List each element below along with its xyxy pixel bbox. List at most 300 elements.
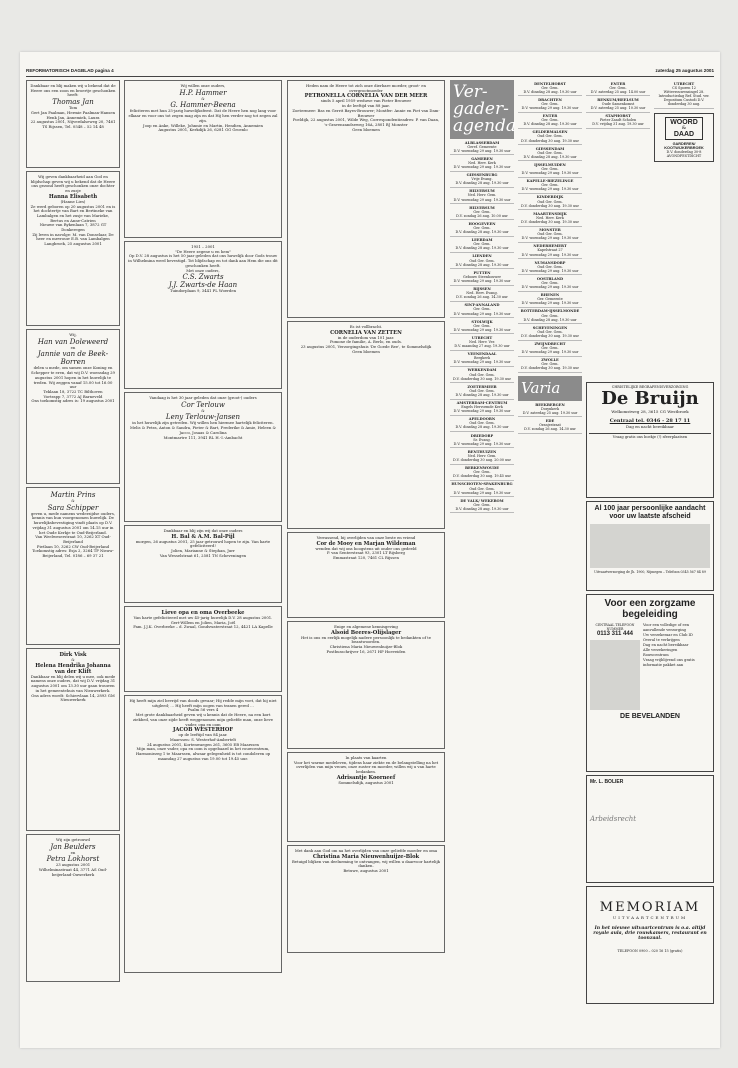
ad-name: Christina Maria Nieuwenhuijze-Blok [312,853,420,860]
ad-ref: Psalm 56 vers 4 [187,707,219,713]
column-4 [450,80,517,513]
agenda-item [450,286,514,302]
zorgzaam-phone: 0113 311 444 [596,631,634,637]
church-name: Ger. Gem. [541,101,559,106]
church-name: Oud Ger. Gem. [537,150,563,155]
agenda-item [450,367,514,383]
column-5 [518,80,582,434]
wedding-ad-beulders [26,834,120,982]
anniversary-ad-bal [124,525,282,603]
agenda-item [450,416,514,432]
agenda-item [450,481,514,497]
church-place: ROTTERDAM-IJSSELMONDE [520,309,580,314]
church-name: Oud Ger. Gem. [537,264,563,269]
agenda-item [518,129,582,145]
ad-text: Met dank aan God om na het overlijden van onze geliefde moeder en oma [294,848,438,853]
ad-name-2: J.J. Zwarts-de Haan [168,281,238,290]
church-place: KAPELLE-BIEZELINGE [526,179,574,184]
agenda-item [450,383,514,399]
hundred-years-ad [586,501,714,591]
church-detail: D.V. dinsdag 28 aug. 19.30 uur [523,89,577,94]
church-name: Ger. Gem. [541,346,559,351]
church-place: WERKENDAM [467,368,497,373]
ad-siblings: Henk Jan, Annemiek, Laura [46,114,100,120]
woord-daad-logo: WOORD & DAAD [665,117,703,140]
memoriam-tagline: In het nieuwe uitvaartcentrum is o.a. altijd royale aula, drie rouwkamers, restaurant en toonzaal. [593,926,707,941]
agenda-item [450,155,514,171]
agenda-item [518,292,582,308]
ad-body: Het is ons en eerlijk mogelijk nadere persoonlijk te bedankten of te beantwoorden. [301,634,431,645]
church-name: Vrije Evang. [471,177,493,182]
column-7 [654,80,714,165]
church-name: Oude Samenkomst [601,101,635,106]
agenda-item [518,113,582,129]
bruijn-body: Welkomstweg 28, 3615 CG Westbroek [611,409,689,414]
obituary-westerhof [124,695,282,973]
ad-children: Jolien, Marianne & Stephan, Jurr [171,548,235,554]
ad-sub: sinds 5 april 1959 weduwe van Pieter Brouwer [320,98,412,104]
ad-title: Lieve opa en oma Overbeeke [161,610,245,616]
ad-body-2: Met onze ouders, [186,267,220,273]
ad-address: Nieuwe van Rykenlaan 7, 3872 GT Donkeregen [39,222,107,233]
wedding-ad-doleweerd [26,329,120,484]
agenda-item [518,275,582,291]
bolier-ad [586,775,714,883]
agenda-item [450,204,514,220]
ad-note: Zij leven in navolge: M. van Donselaar, De heer en mevrouw E.B. van Lambalgen [32,231,114,242]
church-place: RHENEN [540,293,560,298]
church-place: PUTTEN [473,270,491,275]
church-detail: D.V. maandag 27 aug. 19.30 uur [454,344,510,349]
church-detail: D.V. dinsdag 28 aug. 19.30 uur [455,230,509,235]
church-name: Sr. Evang. [473,437,491,442]
memoriam-sub: UITVAARTCENTRUM [612,915,688,920]
bruijn-small: CHRISTELIJKE BEGRAFENISVERZORGING [611,385,689,389]
church-place: BERKENWOUDE [464,466,500,471]
ad-text: In plaats van kaarten [345,755,387,760]
ad-body: Van harte gefeliciteerd met uw 45-jarig huwelijk D.V. 28 augustus 2001. [133,615,273,620]
church-detail: D.V. woensdag 29 aug. 19.30 uur [521,171,579,176]
agenda-item [450,237,514,253]
ad-body-2: Mijn man, onze vader, opa en oom is opgebaard in het rouwcentrum, Harmoniezeg 1 te Maarssen, alwaar gelegenheid is tot condoleren op maandag 27 augustus van 19.00 tot 19.45 uur. [135,746,271,761]
ad-children: Melis & Petra, Anton & Sandra, Pieter & Bart, Frederike & Amie, Heleen & Jacco, Josaas & Carolina [130,425,276,435]
ad-address-1: Teklaan 18, 3722 TC Bilthoven [43,388,103,394]
ad-name-1: H.P. Hammer [179,88,227,97]
agenda-item [586,113,650,129]
ad-children: Gert-Willem en Jolien, Maria, Joël [170,619,236,625]
church-detail: D.V. woensdag 29 aug. 19.30 uur [521,350,579,355]
ad-name-2: Jannie van de Beek-Borren [37,350,109,367]
church-place: SCHEVENINGEN [532,325,568,330]
ad-body: Betuigd blijken van deelneming te ontvangen, wij willen u daarvoor hartelijk danken. [292,858,440,869]
church-name: Oud Ger. Gem. [469,421,495,426]
church-name: Oud Ger. Gem. [537,134,563,139]
church-detail: D.V. woensdag 29 aug. 19.30 uur [521,187,579,192]
agenda-item [450,253,514,269]
ad-date: Sommelsdijk, augustus 2001 [338,779,394,785]
ad-and: & [71,498,75,503]
notice-de-mooy [287,532,445,618]
church-name: Ger. Gem. [541,167,559,171]
church-name: Ger. Gem. [541,280,559,285]
church-place: IJSSELMUIDEN [534,162,566,167]
zorgzaam-bullet: Uw verzekeraar en Club ID [643,633,693,637]
agenda-item [518,194,582,210]
church-name: Ger. Gem. [609,85,627,90]
ad-body: Ze werd geboren op 20 augustus 2001 en is het dochtertje van Bart en Bertineke van Lambalgen en het zusje van Marieke, Bertus en Anne-Catrien [30,203,116,223]
ad-body: Pomone de familie, A. Berlo, en ouds. [329,339,403,345]
church-name: Gebouw Steenhouwer [463,274,501,279]
column-6 [586,80,650,129]
church-place: DRIEDORP [470,433,494,438]
bruijn-phone: Centraal tel. 0346 - 28 17 11 [609,418,691,424]
agenda-item [450,465,514,481]
church-place: GELDERMALSEN [532,130,568,135]
church-name: Ned. Herv. Ver. [468,339,496,344]
ad-address-1: P. van Senterstraat 93, 2301 LT Rijsberg [327,550,405,556]
ad-text: Dankbaar en blij zijn wij dat onze ouders [163,528,243,533]
church-detail: D.V. zaterdag 25 aug. 14.00 uur [590,89,646,94]
church-detail: D.V. donderdag 30 aug. 19.30 uur [520,366,579,371]
wedding-ad-visk [26,648,120,831]
bruijn-footer: Vraag gratis ons boekje (!) sfeerplaatsen [589,433,711,439]
ad-date: Postbusschrijver 16, 2671 HP Hoeveiden [326,648,406,654]
ad-address: Van Wesselstraat 61, 2581 TN Scheveningen [159,552,247,558]
church-detail: D.V. dinsdag 28 aug. 19.30 uur [455,506,509,511]
church-name: Kapelstraat 27 [537,248,563,253]
church-name: Ger. Gem. [541,183,559,188]
agenda-item [518,243,582,259]
agenda-item [518,259,582,275]
church-place: LEERDAM [471,238,493,243]
church-detail: D.V. woensdag 29 aug. 19.30 uur [453,278,511,283]
ad-name: JACOB WESTERHOF [172,727,234,734]
agenda-item [586,80,650,96]
column-1 [26,80,120,985]
church-name: Ger. Gem. [473,226,491,230]
church-name: Ned. Herv. Gem. [467,193,497,198]
zorgzaam-bullet: Alle verzekeringen [643,648,678,652]
ad-date: Augustus 2001, Kerkdijk 26, 6281 GG Groenlo [158,127,248,133]
header-right: zaterdag 25 augustus 2001 [655,68,714,73]
church-detail: D.V. zaterdag 25 aug. 10.30 uur [590,105,646,110]
ad-body: Voor het warme medeleven, tijdens haar ziekte en de belangstelling na het overlijden van mijn vrouw, onze zuster en moeder, willen wij u van harte bedanken. [293,759,439,775]
church-name: CS Sporen 12 [672,85,696,90]
ad-date: 23 augustus 2001 [55,862,91,868]
ad-name-1: Jan Beulders [50,842,96,851]
agenda-item [518,178,582,194]
church-place: APELDOORN [468,417,496,422]
church-detail: D.V. woensdag 29 aug. 19.30 uur [521,252,579,257]
church-name: Ger. Gem. [473,323,491,328]
ad-body: delen u mede, om samen onze Koning en Schepper te eren, dat wij D.V. woensdag 29 augustus 2001 hopen in het huwelijk te treden. Wij zeggen vanaf 15.00 tot 16.00 uur [31,365,115,390]
ad-name-1: Han van Doleweerd [37,337,109,346]
church-place: ALBLASSERDAM [464,140,500,145]
agenda-item [450,400,514,416]
ad-name-1: C.S. Zwarts [182,273,224,282]
church-detail: D.V. woensdag 29 aug. 19.30 uur [521,285,579,290]
ad-text: Vandaag is het 30 jaar geleden dat onze (groot-) ouders [149,395,257,400]
agenda-item [518,210,582,226]
hundred-photo [590,524,710,568]
church-detail: D.V. donderdag 30 aug. 19.30 uur [520,333,579,338]
anniversary-ad-overbeeke [124,606,282,692]
ad-years: 1951 – 2001 [191,244,215,249]
ad-body: morgen, 26 augustus 2001, 25 jaar getrouwd hopen te zijn. Van harte gefeliciteerd! [135,538,271,549]
church-detail: D.V. zaterdag 25 aug. 19.30 uur [522,410,578,415]
church-name: Ger. Gem. [473,470,491,475]
church-name: Oud Ger. Gem. [537,199,563,204]
ad-text: Heden nam de Heere tot zich onze dierbare moeder, groot- en overgrootmoeder [306,83,426,93]
thanks-nieuwenhuijze [287,845,445,953]
ad-age: in de leeftijd van 88 jaar. [342,103,390,109]
ad-date: Langbroek, 25 augustus 2001 [44,241,102,247]
ad-body: geven u, mede namens wederzijdse ouders, kennis van hun voorgenomen huwelijk. De huwelijksbevestiging vindt plaats op D.V. vrijdag 31 augustus 2001 om 14.15 uur in het Oude Kerkje te Oud-Beijerland. [30,510,116,535]
de-bruijn-ad [586,382,714,498]
ad-and: & [201,407,205,413]
church-place: DE VALK/ WEKEROM [460,498,504,503]
zorgzaam-title: Voor een zorgzame begeleiding [604,598,696,620]
church-name: Oranjestraat [539,422,561,427]
ad-name: Hanna Elisabeth [48,193,98,200]
church-place: ZOETERMEER [467,384,497,389]
ad-quote: Hij heeft mijn ziel bevrijd van doods gevaar; Hij redde mijn voet, dat hij niet uitgleed; ... Hij heeft mijn oogen van tranen gered ... [129,698,277,708]
church-name: Ger. Gem. [541,313,559,318]
church-place: NUMANSDORP [534,260,566,265]
agenda-list-2 [518,80,582,373]
ad-parents: Gert Jan Paalman, Hermie Paalman-Hansen [30,109,116,115]
ad-address: Tuindorplaan 9, 3441 PL Woerden [169,288,237,294]
church-detail: D.V. zondag 26 aug. 10.00 uur [456,213,508,218]
agenda-item [518,341,582,357]
church-place: DENTELHORST [534,81,566,86]
anniversary-ad-hammer [124,80,282,238]
church-place: ZWOLLE [541,358,559,363]
woord-daad-body: D.V. donderdag 30-8 AVONDFESTDICHT [666,150,702,159]
memoriam-phone: TELEFOON 0900 – 020 16 15 (gratis) [617,949,683,953]
church-name: Oud Ger. Gem. [469,258,495,263]
ad-name: Adrisantje Koorneef [336,774,396,781]
agenda-item [450,269,514,285]
ad-and: en [70,849,76,855]
agenda-item [450,351,514,367]
ad-text: Wij willen onze ouders, [180,83,226,88]
ad-address: Wilhelminastraat 44, 3771 AS Oud-beijerland-Ouwerkerk [38,867,108,877]
zorgzaam-bullets [643,623,710,710]
bruijn-name: De Bruijn [601,388,699,409]
church-place: EDE [545,418,555,423]
church-name: Bergkerk [473,356,491,361]
column-3 [287,80,445,956]
church-place: NEDERHEMERT [533,244,567,249]
obituary-van-der-meer [287,80,445,318]
agenda-utrecht [654,80,714,109]
church-place: ZWIJNDRECHT [534,342,566,346]
agenda-list-3 [586,80,650,129]
church-place: SINT-ANNALAND [464,303,500,308]
church-name: Oud Ger. Gem. [537,329,563,334]
ad-and: & [201,95,205,101]
agenda-item [450,497,514,513]
zorgzaam-bullet: Vraag vrijblijvend ons gratis informatie pakket aan [643,658,695,667]
church-place: BEEKBERGEN [535,402,565,407]
agenda-item [518,417,582,433]
church-detail: D.V. donderdag 30 aug. 19.30 uur [520,219,579,224]
zorgzaam-photo [590,640,640,710]
zorgzaam-left [590,623,640,710]
church-name: Oud Ger. Gem. [469,372,495,377]
church-place: AMSTERDAM-CENTRUM [456,401,508,405]
church-name: Ned. Herv. Gem. [467,453,497,458]
ad-future: Toekomstig adres: Esja 2, 3264 TP Nieuw-Beijerland, Tel. 0186 – 69 37 21 [32,548,114,559]
church-name: Pieter Zandt Scholen [599,118,637,123]
church-detail: D.V. donderdag 30 aug. 19.45 uur [452,474,511,479]
church-name: Oud Ger. Gem. [469,388,495,393]
church-place: HOOGEVEEN [468,221,496,226]
church-detail: D.V. woensdag 29 aug. 19.30 uur [453,164,511,169]
ad-body: feliciteren met hun 25-jarig huwelijksfeest. Dat de Heere hen nog lang voor elkaar en voor ons tot zegen mag zijn en dat Hij hen verder nog tot zegen zal zijn. [128,108,278,123]
church-name: Ned. Herv. Kerk [536,215,564,220]
church-place: UTRECHT [673,81,695,86]
church-place: GAMEREN [471,156,493,161]
birth-ad-hanna [26,171,120,326]
ad-body: Met grote dankbaarheid geven wij u kennis dat de Heere, na een kort ziekbed, van onze zijde heeft weggenomen mijn geliefde man, onze lieve vader, opa en oom [133,712,273,727]
memoriam-ad [586,886,714,1004]
birth-ad-thomas [26,80,120,168]
ad-text: Verrassend, bij overlijden van onze beste en vriend [316,535,416,540]
ad-sub: (Hanne Lies) [60,198,86,204]
ad-body: Op D.V. 28 augustus is het 50 jaar geleden dat ons huwelijk door Gods trouw in Wilhelmina werd bevestigd. Tot blijdschap en tot dank aan Hem die ons dit geschonken heeft. [128,253,278,268]
ad-quote: Es ist vollbracht. [349,324,383,329]
church-name: Ger. Gem. [473,242,491,247]
ad-date: 22 augustus 2001, Nijverdalseweg 20, 7461 TS Rijssen, Tel. 0548 – 52 14 48 [30,119,116,129]
agenda-item [450,139,514,155]
church-name: Ger. Gem. [541,118,559,123]
ad-body: Dankbaar en blij delen wij u mee, ook mede namens onze ouders, dat wij D.V. vrijdag 31 augustus 2001 om 13.30 uur gaan trouwen in het gemeentehuis van Nieuwerkerk. [30,673,116,693]
church-detail: D.V. dinsdag 28 aug. 19.30 uur [523,317,577,322]
ad-name-1: Dirk Visk [59,652,87,658]
church-place: OOSTBLAND [536,276,564,281]
ad-children: Christiena Maria Nieuwenhuijze-Blok [329,644,403,650]
ad-date: 24 augustus 2001, Kortenwaegen 261, 3605 EB Maarssen [146,741,260,747]
church-place: KINDERDIJK [536,195,564,200]
ad-name: Cor de Mooy en Marjan Wildeman [316,540,416,547]
church-detail: D.V. dinsdag 28 aug. 19.30 uur [455,262,509,267]
ad-quote: "De Heere zegene u en hem" [175,248,231,254]
ad-children: Joop en Anke, Willeke, Johnnie en Martin, Hendien, Annemien [143,122,263,128]
church-detail: D.V. dinsdag 28 aug. 19.30 uur [455,246,509,251]
agenda-item [450,220,514,236]
church-place: VEENENDAAL [467,352,497,357]
agenda-item [450,188,514,204]
ad-name-1: Cor Terlouw [181,400,225,409]
church-name: Ned. Herv. Kerk [468,160,496,165]
church-detail: D.V. donderdag 30 aug. 19.30 uur [452,376,511,381]
church-detail: D.V. vrijdag 31 aug. 19.30 uur [592,122,644,127]
church-detail: D.V. donderdag 30 aug. 19.30 uur [520,203,579,208]
church-name: Ger. Gem. [473,502,491,507]
ad-sub: op de leeftijd van 84 jaar. [178,732,228,738]
agenda-item [518,308,582,324]
ad-name-2: Sara Schipper [47,503,99,512]
church-detail: D.V. zondag 26 aug. 14.30 uur [524,427,576,432]
church-name: Oud Ger. Gem. [469,486,495,491]
church-name: Ger. Gem. [473,307,491,312]
newspaper-page [20,52,720,1048]
ad-children: Zoetermeer: Bas en Gerrit Bayes-Brouwer; Montfer: Annie en Piet van Dam-Brouwer [292,107,440,118]
church-place: STAPHORST [605,114,631,119]
church-place: MAARTENSDIJK [533,211,567,216]
church-place: BENTHUIZEN [467,449,497,454]
church-detail: D.V. zondag 26 aug. 14.30 uur [456,295,508,300]
church-place: MONSTER [539,228,561,233]
ad-text: Dankbaar en blij maken wij u bekend dat de Heere ons een zoon en broertje geschonken heeft: [30,83,116,98]
hundred-foot: Uitvaartverzorging de Jh. 1900, Nijmegen – Telefoon 0345 567 84 89 [594,570,706,574]
church-place: HILVERSUM [469,205,495,210]
ad-name: Thomas Jan [52,98,94,107]
church-detail: D.V. dinsdag 28 aug. 19.30 uur [523,122,577,127]
church-place: GIESSENDAM [535,146,565,151]
church-name: Engels Hervormde Kerk [461,405,503,410]
church-detail: D.V. donderdag 30 aug. 20.00 uur [452,458,511,463]
agenda-item [586,96,650,112]
church-detail: D.V. woensdag 29 aug. 19.30 uur [453,441,511,446]
church-detail: D.V. woensdag 29 aug. 19.30 uur [453,197,511,202]
church-place: RIJSSEN [473,287,491,292]
church-detail: D.V. woensdag 29 aug. 19.30 uur [521,268,579,273]
ad-date: 23 augustus 2001, Verzorgingshuis 'De Goede Ree', te Sommelsdijk [300,344,432,350]
bolier-title: Mr. L. BOLIER [590,779,624,785]
agenda-banner: Ver-gader-agenda [450,80,514,139]
ad-address-1: Van Weelweserstraat 10, 3262 XT Oud-Beijerland [35,534,111,544]
zorgzaam-bullet: Rouwcentrum [643,653,669,657]
ad-text: Wij, [69,332,77,337]
zorgzaam-bullet: Dag en nacht bereikbaar [643,643,689,647]
woord-daad-title: GARDEREN/ KOOTWIJKERBROEK [664,141,704,150]
bruijn-sub: Dag en nacht bereikbaar [626,424,674,429]
church-detail: D.V. woensdag 29 aug. 19.30 uur [521,301,579,306]
agenda-list [450,139,514,513]
agenda-item [518,324,582,340]
church-name: Dorpskerk [540,406,560,411]
agenda-item [450,302,514,318]
ad-name: Alsoid Beeres-Olijslager [330,629,402,636]
obituary-beeres [287,621,445,749]
church-place: HUNSCHOTEN-SPAKENBURG [451,482,513,487]
church-detail: D.V. woensdag 29 aug. 19.30 uur [453,360,511,365]
anniversary-ad-terlouw [124,392,282,522]
zorgzaam-body [590,623,710,710]
bolier-sub: Arbeidsrecht [590,815,637,823]
ad-address: Montmartre 111, 3941 RL H.-I.-Ambacht [163,434,243,440]
church-place: ENTER [610,81,626,86]
church-detail: D.V. woensdag 29 aug. 19.30 uur [453,311,511,316]
ad-date: Poeldijk, 22 augustus 2001, Wilde Weg, Correspondentieadres: P. van Daan, 's-Gravenzandseweg 16A, 2801 BJ Monster [292,117,440,127]
ad-family: Maarssen: S. Westerhof-Ambertelt [169,736,237,742]
church-detail: D.V. dinsdag 28 aug. 19.30 uur [523,154,577,159]
church-detail: D.V. dinsdag 28 aug. 19.30 uur [455,181,509,186]
agenda-item [450,172,514,188]
woord-en-daad-ad [654,113,714,163]
ad-name-1: Martin Prins [50,491,96,499]
agenda-item [518,357,582,373]
ad-sub: Tom [68,105,78,111]
ad-address: Fam. J.J.K. Overbeeke – d. Zwaal, Gondswaterstraat 12, 4421 LA Kapelle [133,624,273,630]
zorgzaam-bullet: Overal te verkrijgen [643,638,680,642]
memoriam-title: MEMORIAM [599,900,701,915]
church-place: LIENDEN [472,254,492,259]
ad-date: Betuwe, augustus 2001 [343,868,389,874]
